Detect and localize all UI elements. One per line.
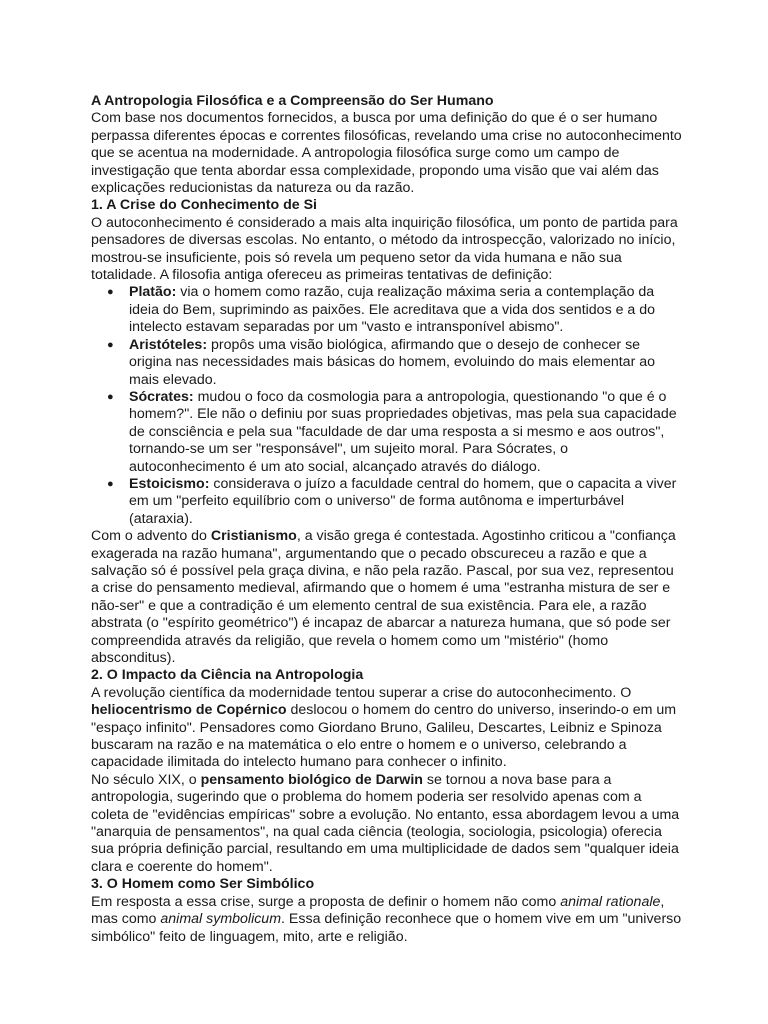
italic-term: animal symbolicum bbox=[160, 911, 282, 928]
text-run: se tornou a nova base para a antropologia, sugerindo que o problema do homem poderia ser resolvido apenas com a coleta de "evidências empíricas" sobre a evolução. No entanto, essa abordagem levou a uma "anarquia de pensamentos", na qual cada ciência (teologia, sociologia, psicologia) oferecia sua própria definição parcial, resultando em uma multiplicidade de dados sem "qualquer ideia clara e coerente do homem". bbox=[91, 771, 680, 875]
section-1-paragraph-2 bbox=[91, 528, 683, 667]
list-item-term: Platão: bbox=[129, 284, 177, 301]
document-title: A Antropologia Filosófica e a Compreensão do Ser Humano bbox=[91, 93, 494, 109]
list-item-text: via o homem como razão, cuja realização máxima seria a contemplação da ideia do Bem, suprimindo as paixões. Ele acreditava que a vida dos sentidos e a do intelecto estavam separadas por um "vasto e intransponível abismo". bbox=[129, 284, 656, 336]
text-run: Com o advento do bbox=[91, 528, 211, 545]
list-item-platao bbox=[129, 284, 683, 336]
bold-term: Cristianismo bbox=[210, 528, 297, 545]
list-item-term: Estoicismo: bbox=[129, 475, 210, 492]
bold-term: pensamento biológico de Darwin bbox=[200, 771, 423, 788]
list-item-term: Sócrates: bbox=[129, 388, 194, 405]
section-2-paragraph-1 bbox=[91, 685, 683, 772]
bold-term: heliocentrismo de Copérnico bbox=[91, 702, 287, 719]
section-1-paragraph-1: O autoconhecimento é considerado a mais alta inquirição filosófica, um ponto de partida para pensadores de diversas escolas. No entanto, o método da introspecção, valorizado no início, mostrou-se insuficiente, pois só revela um pequeno setor da vida humana e não sua totalidade. A filosofia antiga ofereceu as primeiras tentativas de definição: bbox=[91, 214, 678, 284]
philosophers-list bbox=[91, 284, 683, 528]
text-run: , a visão grega é contestada. Agostinho criticou a "confiança exagerada na razão humana", argumentando que o pecado obscureceu a razão e que a salvação só é possível pela graça divina, e não pela razão. Pascal, por sua vez, representou a crise do pensamento medieval, afirmando que o homem é uma "estranha mistura de ser e não-ser" e que a contradição é um elemento central de sua existência. Para ele, a razão abstrata (o "espírito geométrico") é incapaz de abarcar a natureza humana, que só pode ser compreendida através da religião, que revela o homem como um "mistério" (homo absconditus). bbox=[91, 528, 676, 666]
section-2-paragraph-2 bbox=[91, 772, 683, 876]
list-item-aristoteles bbox=[129, 337, 683, 389]
document-page bbox=[91, 93, 683, 946]
text-run: Em resposta a essa crise, surge a proposta de definir o homem não como bbox=[91, 893, 561, 910]
section-3-paragraph-1 bbox=[91, 894, 683, 946]
list-item-socrates bbox=[129, 389, 683, 476]
section-3-heading: 3. O Homem como Ser Simbólico bbox=[91, 876, 315, 893]
section-2-heading: 2. O Impacto da Ciência na Antropologia bbox=[91, 667, 364, 684]
text-run: , mas como bbox=[91, 893, 665, 928]
text-run: A revolução científica da modernidade tentou superar a crise do autoconhecimento. O bbox=[91, 684, 632, 701]
text-run: No século XIX, o bbox=[91, 771, 201, 788]
list-item-term: Aristóteles: bbox=[129, 336, 208, 353]
text-run: . Essa definição reconhece que o homem vive em um "universo simbólico" feito de linguagem, mito, arte e religião. bbox=[91, 911, 682, 945]
italic-term: animal rationale bbox=[560, 893, 661, 910]
text-run: deslocou o homem do centro do universo, inserindo-o em um "espaço infinito". Pensadores como Giordano Bruno, Galileu, Descartes, Leibniz e Spinoza buscaram na razão e na matemática o elo entre o homem e o universo, celebrando a capacidade ilimitada do intelecto humano para conhecer o infinito. bbox=[91, 702, 677, 771]
list-item-estoicismo bbox=[129, 476, 683, 528]
intro-paragraph: Com base nos documentos fornecidos, a busca por uma definição do que é o ser humano perpassa diferentes épocas e correntes filosóficas, revelando uma crise no autoconhecimento que se acentua na modernidade. A antropologia filosófica surge como um campo de investigação que tenta abordar essa complexidade, propondo uma visão que vai além das explicações reducionistas da natureza ou da razão. bbox=[91, 110, 682, 197]
list-item-text: considerava o juízo a faculdade central do homem, que o capacita a viver em um "perfeito equilíbrio com o universo" de forma autônoma e imperturbável (ataraxia). bbox=[129, 475, 677, 527]
list-item-text: propôs uma visão biológica, afirmando que o desejo de conhecer se origina nas necessidades mais básicas do homem, evoluindo do mais elementar ao mais elevado. bbox=[129, 336, 656, 388]
list-item-text: mudou o foco da cosmologia para a antropologia, questionando "o que é o homem?". Ele não o definiu por suas propriedades objetivas, mas pela sua capacidade de consciência e pela sua "faculdade de dar uma resposta a si mesmo e aos outros", tornando-se um ser "responsável", um sujeito moral. Para Sócrates, o autoconhecimento é um ato social, alcançado através do diálogo. bbox=[129, 388, 677, 475]
section-1-heading: 1. A Crise do Conhecimento de Si bbox=[91, 197, 317, 214]
